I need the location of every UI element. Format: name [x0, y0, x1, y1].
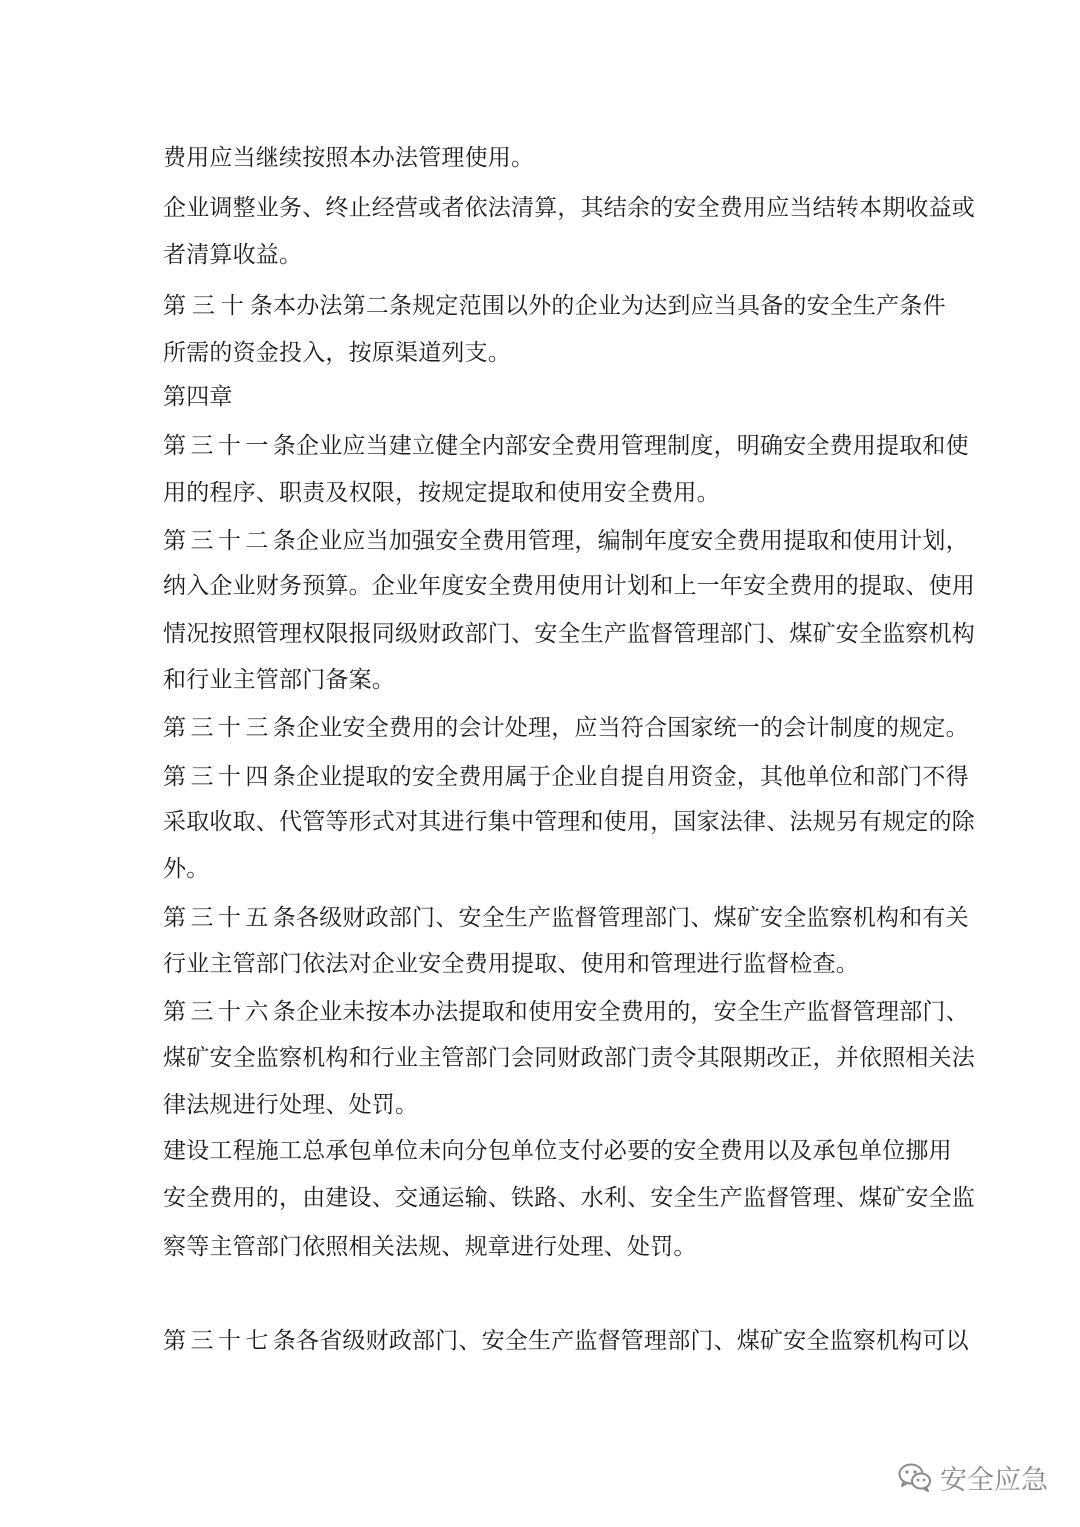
article-36-line: 第三十六条企业未按本办法提取和使用安全费用的，安全生产监督管理部门、	[163, 999, 969, 1025]
text-line: 者清算收益。	[163, 242, 303, 268]
text-line: 安全费用的，由建设、交通运输、铁路、水利、安全生产监督管理、煤矿安全监	[163, 1185, 975, 1211]
text-line: 律法规进行处理、处罚。	[163, 1092, 419, 1118]
text-line: 煤矿安全监察机构和行业主管部门会同财政部门责令其限期改正，并依照相关法	[163, 1045, 975, 1071]
text-line: 外。	[163, 856, 210, 882]
article-number: 第三十七条	[163, 1328, 296, 1354]
text-line: 纳入企业财务预算。企业年度安全费用使用计划和上一年安全费用的提取、使用	[163, 573, 975, 599]
article-34-line: 第三十四条企业提取的安全费用属于企业自提自用资金，其他单位和部门不得	[163, 764, 969, 790]
text-line: 所需的资金投入，按原渠道列支。	[163, 340, 511, 366]
article-number: 第三十二条	[163, 528, 296, 554]
chapter-heading: 第四章	[163, 384, 233, 410]
article-number: 第三十三条	[163, 715, 296, 741]
article-37-line: 第三十七条各省级财政部门、安全生产监督管理部门、煤矿安全监察机构可以	[163, 1328, 969, 1354]
article-number: 第三十五条	[163, 905, 296, 931]
text-line: 采取收取、代管等形式对其进行集中管理和使用，国家法律、法规另有规定的除	[163, 809, 975, 835]
article-number: 第三十一条	[163, 433, 296, 459]
article-33-line: 第三十三条企业安全费用的会计处理，应当符合国家统一的会计制度的规定。	[163, 715, 969, 741]
text-line: 察等主管部门依照相关法规、规章进行处理、处罚。	[163, 1234, 697, 1260]
article-number: 第三十条	[163, 293, 273, 319]
watermark	[898, 1457, 1048, 1497]
text-line: 情况按照管理权限报同级财政部门、安全生产监督管理部门、煤矿安全监察机构	[163, 621, 975, 647]
text-line: 行业主管部门依法对企业安全费用提取、使用和管理进行监督检查。	[163, 951, 859, 977]
article-number: 第三十四条	[163, 764, 296, 790]
text-line: 和行业主管部门备案。	[163, 667, 395, 693]
wechat-icon	[898, 1462, 932, 1492]
article-31-line: 第三十一条企业应当建立健全内部安全费用管理制度，明确安全费用提取和使	[163, 433, 969, 459]
text-line: 用的程序、职责及权限，按规定提取和使用安全费用。	[163, 480, 720, 506]
article-35-line: 第三十五条各级财政部门、安全生产监督管理部门、煤矿安全监察机构和有关	[163, 905, 969, 931]
watermark-text: 安全应急	[940, 1464, 1048, 1496]
text-line: 建设工程施工总承包单位未向分包单位支付必要的安全费用以及承包单位挪用	[163, 1138, 952, 1164]
article-30-line: 第三十条本办法第二条规定范围以外的企业为达到应当具备的安全生产条件	[163, 293, 946, 319]
article-32-line: 第三十二条企业应当加强安全费用管理，编制年度安全费用提取和使用计划，	[163, 528, 969, 554]
text-line: 费用应当继续按照本办法管理使用。	[163, 145, 535, 171]
text-line: 企业调整业务、终止经营或者依法清算，其结余的安全费用应当结转本期收益或	[163, 195, 975, 221]
article-number: 第三十六条	[163, 999, 296, 1025]
